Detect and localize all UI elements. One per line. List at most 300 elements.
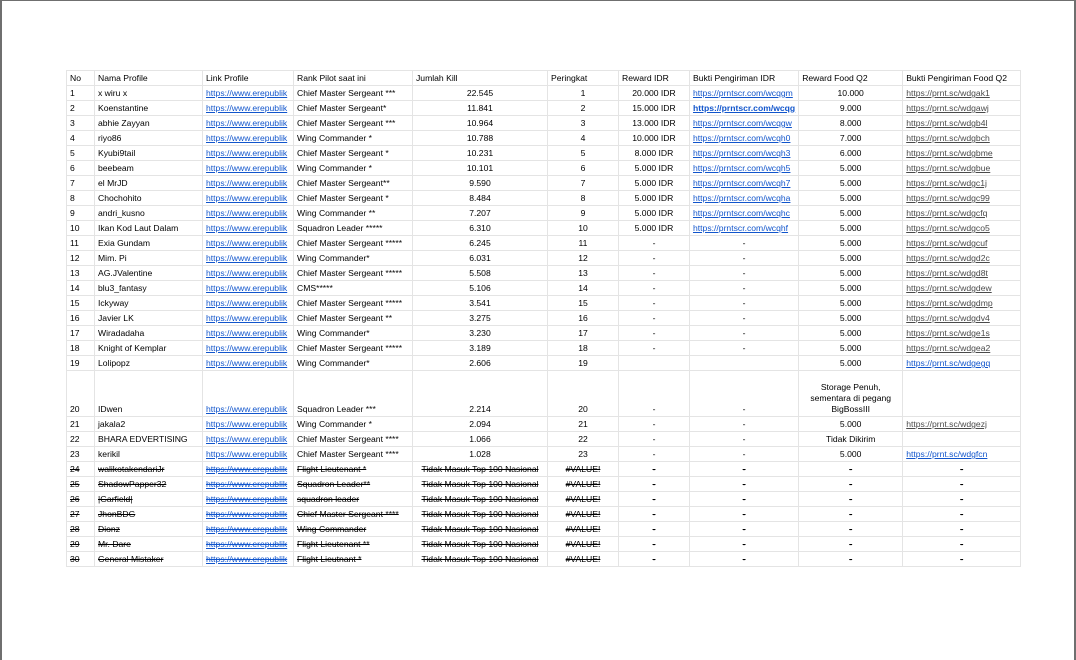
- cell-name: Mim. Pi: [95, 251, 203, 266]
- cell-peringkat: 14: [548, 281, 619, 296]
- cell-reward-food: 9.000: [799, 101, 903, 116]
- table-row: [67, 206, 1021, 221]
- idr-proof-link[interactable]: https://prntscr.com/wcqhf: [690, 221, 799, 236]
- cell-reward-food: 5.000: [799, 206, 903, 221]
- food-proof-link[interactable]: https://prnt.sc/wdgcuf: [903, 236, 1021, 251]
- cell-bukti-idr: -: [690, 492, 799, 507]
- cell-peringkat: 1: [548, 86, 619, 101]
- cell-reward-food: -: [799, 522, 903, 537]
- table-row: [67, 236, 1021, 251]
- cell-no: 11: [67, 236, 95, 251]
- cell-name: IDwen: [95, 371, 203, 417]
- profile-link[interactable]: https://www.erepublik: [203, 176, 294, 191]
- cell-no: 6: [67, 161, 95, 176]
- reward-table: [66, 70, 1021, 567]
- cell-kill: 2.214: [413, 371, 548, 417]
- table-row: [67, 131, 1021, 146]
- food-proof-link[interactable]: https://prnt.sc/wdgak1: [903, 86, 1021, 101]
- cell-rank: Wing Commander*: [294, 356, 413, 371]
- cell-no: 3: [67, 116, 95, 131]
- cell-rank: Chief Master Sergeant*: [294, 101, 413, 116]
- cell-name: Wiradadaha: [95, 326, 203, 341]
- cell-name: Knight of Kemplar: [95, 341, 203, 356]
- cell-reward-idr: 5.000 IDR: [619, 176, 690, 191]
- header-link-profile: Link Profile: [203, 71, 294, 86]
- cell-no: 4: [67, 131, 95, 146]
- cell-no: 13: [67, 266, 95, 281]
- cell-no: 18: [67, 341, 95, 356]
- profile-link[interactable]: https://www.erepublik: [203, 281, 294, 296]
- cell-name: ShadowPapper32: [95, 477, 203, 492]
- cell-peringkat: #VALUE!: [548, 552, 619, 567]
- profile-link[interactable]: https://www.erepublik: [203, 522, 294, 537]
- cell-bukti-idr: -: [690, 236, 799, 251]
- cell-bukti-idr: -: [690, 552, 799, 567]
- cell-rank: Wing Commander *: [294, 417, 413, 432]
- table-row: [67, 492, 1021, 507]
- cell-peringkat: 6: [548, 161, 619, 176]
- cell-bukti-food: -: [903, 507, 1021, 522]
- cell-peringkat: 10: [548, 221, 619, 236]
- cell-no: 25: [67, 477, 95, 492]
- cell-kill: 5.508: [413, 266, 548, 281]
- food-proof-link[interactable]: https://prnt.sc/wdgco5: [903, 221, 1021, 236]
- header-reward-idr: Reward IDR: [619, 71, 690, 86]
- profile-link[interactable]: https://www.erepublik: [203, 417, 294, 432]
- cell-peringkat: #VALUE!: [548, 477, 619, 492]
- cell-kill: 3.541: [413, 296, 548, 311]
- food-proof-link[interactable]: https://prnt.sc/wdgb4l: [903, 116, 1021, 131]
- cell-reward-idr: -: [619, 251, 690, 266]
- cell-kill: 6.031: [413, 251, 548, 266]
- cell-kill: 3.189: [413, 341, 548, 356]
- cell-reward-food: 5.000: [799, 326, 903, 341]
- cell-rank: Wing Commander *: [294, 161, 413, 176]
- cell-name: Mr. Dare: [95, 537, 203, 552]
- cell-bukti-idr: -: [690, 311, 799, 326]
- cell-peringkat: 22: [548, 432, 619, 447]
- cell-reward-food: -: [799, 507, 903, 522]
- food-proof-link[interactable]: https://prnt.sc/wdgea2: [903, 341, 1021, 356]
- header-reward-food: Reward Food Q2: [799, 71, 903, 86]
- cell-kill: 22.545: [413, 86, 548, 101]
- cell-reward-idr: 5.000 IDR: [619, 206, 690, 221]
- cell-kill: 9.590: [413, 176, 548, 191]
- food-proof-link[interactable]: https://prnt.sc/wdgbue: [903, 161, 1021, 176]
- cell-name: kerikil: [95, 447, 203, 462]
- header-rank: Rank Pilot saat ini: [294, 71, 413, 86]
- table-row: [67, 296, 1021, 311]
- cell-name: abhie Zayyan: [95, 116, 203, 131]
- profile-link[interactable]: https://www.erepublik: [203, 101, 294, 116]
- cell-reward-idr: -: [619, 432, 690, 447]
- table-row: [67, 191, 1021, 206]
- cell-peringkat: 11: [548, 236, 619, 251]
- cell-rank: Chief Master Sergeant **: [294, 311, 413, 326]
- cell-bukti-idr: -: [690, 266, 799, 281]
- idr-proof-link[interactable]: https://prntscr.com/wcqhc: [690, 206, 799, 221]
- cell-reward-food: 5.000: [799, 236, 903, 251]
- cell-rank: Chief Master Sergeant ****: [294, 432, 413, 447]
- profile-link[interactable]: https://www.erepublik: [203, 116, 294, 131]
- table-row: [67, 311, 1021, 326]
- cell-bukti-food: -: [903, 477, 1021, 492]
- cell-bukti-idr: [690, 356, 799, 371]
- cell-no: 21: [67, 417, 95, 432]
- cell-rank: Chief Master Sergeant *: [294, 146, 413, 161]
- profile-link[interactable]: https://www.erepublik: [203, 206, 294, 221]
- cell-rank: Chief Master Sergeant ****: [294, 507, 413, 522]
- food-proof-link[interactable]: https://prnt.sc/wdgegq: [903, 356, 1021, 371]
- cell-reward-idr: -: [619, 341, 690, 356]
- cell-no: 2: [67, 101, 95, 116]
- cell-kill: Tidak Masuk Top 100 Nasional: [413, 477, 548, 492]
- table-row: [67, 86, 1021, 101]
- cell-name: Chochohito: [95, 191, 203, 206]
- cell-reward-food: -: [799, 537, 903, 552]
- cell-name: jakala2: [95, 417, 203, 432]
- table-row: [67, 462, 1021, 477]
- table-row: [67, 176, 1021, 191]
- cell-no: 14: [67, 281, 95, 296]
- cell-peringkat: 2: [548, 101, 619, 116]
- cell-bukti-idr: -: [690, 281, 799, 296]
- cell-reward-food: 5.000: [799, 356, 903, 371]
- cell-bukti-food: [903, 371, 1021, 417]
- cell-name: andri_kusno: [95, 206, 203, 221]
- cell-rank: Chief Master Sergeant ***: [294, 86, 413, 101]
- profile-link[interactable]: https://www.erepublik: [203, 447, 294, 462]
- cell-reward-idr: -: [619, 236, 690, 251]
- table-row: [67, 221, 1021, 236]
- cell-reward-food: -: [799, 477, 903, 492]
- cell-rank: Chief Master Sergeant**: [294, 176, 413, 191]
- cell-no: 5: [67, 146, 95, 161]
- cell-peringkat: #VALUE!: [548, 522, 619, 537]
- cell-rank: Wing Commander: [294, 522, 413, 537]
- cell-name: Dionz: [95, 522, 203, 537]
- cell-bukti-idr: -: [690, 251, 799, 266]
- cell-no: 28: [67, 522, 95, 537]
- cell-reward-idr: -: [619, 371, 690, 417]
- cell-name: x wiru x: [95, 86, 203, 101]
- profile-link[interactable]: https://www.erepublik: [203, 462, 294, 477]
- cell-no: 22: [67, 432, 95, 447]
- profile-link[interactable]: https://www.erepublik: [203, 552, 294, 567]
- cell-bukti-idr: -: [690, 326, 799, 341]
- header-no: No: [67, 71, 95, 86]
- cell-reward-food: 5.000: [799, 266, 903, 281]
- cell-reward-idr: -: [619, 492, 690, 507]
- idr-proof-link[interactable]: https://prntscr.com/wcqgm: [690, 86, 799, 101]
- cell-kill: Tidak Masuk Top 100 Nasional: [413, 507, 548, 522]
- cell-bukti-idr: -: [690, 477, 799, 492]
- profile-link[interactable]: https://www.erepublik: [203, 191, 294, 206]
- cell-bukti-idr: -: [690, 522, 799, 537]
- header-peringkat: Peringkat: [548, 71, 619, 86]
- cell-reward-food: -: [799, 552, 903, 567]
- profile-link[interactable]: https://www.erepublik: [203, 296, 294, 311]
- table-row: [67, 341, 1021, 356]
- cell-kill: Tidak Masuk Top 100 Nasional: [413, 552, 548, 567]
- table-row: [67, 552, 1021, 567]
- cell-bukti-food: -: [903, 537, 1021, 552]
- cell-reward-idr: -: [619, 326, 690, 341]
- cell-name: el MrJD: [95, 176, 203, 191]
- food-proof-link[interactable]: https://prnt.sc/wdge1s: [903, 326, 1021, 341]
- profile-link[interactable]: https://www.erepublik: [203, 146, 294, 161]
- table-row: [67, 477, 1021, 492]
- cell-no: 10: [67, 221, 95, 236]
- cell-kill: 6.310: [413, 221, 548, 236]
- cell-reward-idr: 10.000 IDR: [619, 131, 690, 146]
- cell-reward-idr: -: [619, 281, 690, 296]
- profile-link[interactable]: https://www.erepublik: [203, 86, 294, 101]
- cell-kill: 6.245: [413, 236, 548, 251]
- cell-rank: Flight Lieutenant *: [294, 462, 413, 477]
- food-proof-link[interactable]: https://prnt.sc/wdgawj: [903, 101, 1021, 116]
- cell-reward-food: 7.000: [799, 131, 903, 146]
- profile-link[interactable]: https://www.erepublik: [203, 507, 294, 522]
- food-proof-link[interactable]: https://prnt.sc/wdgc1j: [903, 176, 1021, 191]
- cell-peringkat: 16: [548, 311, 619, 326]
- profile-link[interactable]: https://www.erepublik: [203, 477, 294, 492]
- cell-bukti-idr: -: [690, 371, 799, 417]
- cell-reward-idr: -: [619, 537, 690, 552]
- cell-name: riyo86: [95, 131, 203, 146]
- cell-reward-food: 5.000: [799, 296, 903, 311]
- cell-peringkat: 20: [548, 371, 619, 417]
- food-proof-link[interactable]: https://prnt.sc/wdgd8t: [903, 266, 1021, 281]
- cell-bukti-idr: -: [690, 341, 799, 356]
- cell-reward-idr: 13.000 IDR: [619, 116, 690, 131]
- profile-link[interactable]: https://www.erepublik: [203, 131, 294, 146]
- header-bukti-idr: Bukti Pengiriman IDR: [690, 71, 799, 86]
- cell-reward-food: 6.000: [799, 146, 903, 161]
- cell-bukti-food: -: [903, 522, 1021, 537]
- cell-kill: 3.230: [413, 326, 548, 341]
- table-row: [67, 537, 1021, 552]
- idr-proof-link[interactable]: https://prntscr.com/wcqh5: [690, 161, 799, 176]
- cell-bukti-idr: -: [690, 417, 799, 432]
- food-proof-link[interactable]: https://prnt.sc/wdgbch: [903, 131, 1021, 146]
- cell-no: 30: [67, 552, 95, 567]
- cell-no: 17: [67, 326, 95, 341]
- cell-reward-food: Storage Penuh, sementara di pegang BigBossIII: [799, 371, 903, 417]
- cell-reward-idr: -: [619, 507, 690, 522]
- food-proof-link[interactable]: https://prnt.sc/wdgdmp: [903, 296, 1021, 311]
- cell-reward-food: 5.000: [799, 311, 903, 326]
- food-proof-link[interactable]: https://prnt.sc/wdgezj: [903, 417, 1021, 432]
- profile-link[interactable]: https://www.erepublik: [203, 251, 294, 266]
- cell-peringkat: 12: [548, 251, 619, 266]
- cell-no: 9: [67, 206, 95, 221]
- profile-link[interactable]: https://www.erepublik: [203, 371, 294, 417]
- profile-link[interactable]: https://www.erepublik: [203, 432, 294, 447]
- cell-name: Ikan Kod Laut Dalam: [95, 221, 203, 236]
- cell-reward-food: 5.000: [799, 176, 903, 191]
- cell-rank: CMS*****: [294, 281, 413, 296]
- table-row: [67, 146, 1021, 161]
- cell-rank: Squadron Leader *****: [294, 221, 413, 236]
- cell-name: AG.JValentine: [95, 266, 203, 281]
- cell-kill: 10.788: [413, 131, 548, 146]
- cell-no: 15: [67, 296, 95, 311]
- cell-rank: Chief Master Sergeant ****: [294, 447, 413, 462]
- cell-rank: Flight Lieutenant **: [294, 537, 413, 552]
- idr-proof-link[interactable]: https://prntscr.com/wcqh7: [690, 176, 799, 191]
- table-row: [67, 101, 1021, 116]
- profile-link[interactable]: https://www.erepublik: [203, 266, 294, 281]
- idr-proof-link[interactable]: https://prntscr.com/wcqha: [690, 191, 799, 206]
- cell-kill: 10.964: [413, 116, 548, 131]
- profile-link[interactable]: https://www.erepublik: [203, 221, 294, 236]
- cell-peringkat: #VALUE!: [548, 492, 619, 507]
- cell-kill: 1.028: [413, 447, 548, 462]
- food-proof-link[interactable]: https://prnt.sc/wdgd2c: [903, 251, 1021, 266]
- cell-reward-food: 5.000: [799, 221, 903, 236]
- cell-rank: Chief Master Sergeant *****: [294, 296, 413, 311]
- profile-link[interactable]: https://www.erepublik: [203, 161, 294, 176]
- cell-name: General Mistaker: [95, 552, 203, 567]
- profile-link[interactable]: https://www.erepublik: [203, 492, 294, 507]
- cell-rank: Wing Commander *: [294, 131, 413, 146]
- cell-name: beebeam: [95, 161, 203, 176]
- cell-bukti-idr: -: [690, 537, 799, 552]
- profile-link[interactable]: https://www.erepublik: [203, 356, 294, 371]
- cell-reward-food: -: [799, 462, 903, 477]
- cell-no: 12: [67, 251, 95, 266]
- header-bukti-food: Bukti Pengiriman Food Q2: [903, 71, 1021, 86]
- cell-rank: squadron leader: [294, 492, 413, 507]
- cell-rank: Wing Commander*: [294, 326, 413, 341]
- cell-name: walikotakendariJr: [95, 462, 203, 477]
- cell-reward-idr: -: [619, 552, 690, 567]
- cell-reward-idr: 5.000 IDR: [619, 191, 690, 206]
- cell-rank: Flight Lieutnant *: [294, 552, 413, 567]
- cell-kill: 2.606: [413, 356, 548, 371]
- cell-kill: 1.066: [413, 432, 548, 447]
- cell-name: |Garfield|: [95, 492, 203, 507]
- cell-kill: 5.106: [413, 281, 548, 296]
- cell-name: blu3_fantasy: [95, 281, 203, 296]
- idr-proof-link[interactable]: https://prntscr.com/wcqh3: [690, 146, 799, 161]
- cell-kill: 8.484: [413, 191, 548, 206]
- cell-peringkat: 3: [548, 116, 619, 131]
- profile-link[interactable]: https://www.erepublik: [203, 537, 294, 552]
- cell-kill: 2.094: [413, 417, 548, 432]
- table-row: [67, 447, 1021, 462]
- cell-reward-idr: 8.000 IDR: [619, 146, 690, 161]
- profile-link[interactable]: https://www.erepublik: [203, 236, 294, 251]
- cell-kill: 11.841: [413, 101, 548, 116]
- cell-reward-food: Tidak Dikirim: [799, 432, 903, 447]
- cell-name: Koenstantine: [95, 101, 203, 116]
- table-row: [67, 522, 1021, 537]
- profile-link[interactable]: https://www.erepublik: [203, 341, 294, 356]
- table-row: [67, 266, 1021, 281]
- cell-bukti-food: [903, 432, 1021, 447]
- cell-reward-idr: -: [619, 447, 690, 462]
- table-row: [67, 432, 1021, 447]
- food-proof-link[interactable]: https://prnt.sc/wdgdew: [903, 281, 1021, 296]
- food-proof-link[interactable]: https://prnt.sc/wdgfcn: [903, 447, 1021, 462]
- cell-peringkat: 19: [548, 356, 619, 371]
- cell-peringkat: 23: [548, 447, 619, 462]
- cell-peringkat: 17: [548, 326, 619, 341]
- cell-reward-idr: -: [619, 462, 690, 477]
- cell-rank: Wing Commander **: [294, 206, 413, 221]
- cell-rank: Squadron Leader ***: [294, 371, 413, 417]
- food-proof-link[interactable]: https://prnt.sc/wdgdv4: [903, 311, 1021, 326]
- cell-reward-food: 8.000: [799, 116, 903, 131]
- cell-rank: Chief Master Sergeant ***: [294, 116, 413, 131]
- cell-peringkat: 5: [548, 146, 619, 161]
- cell-rank: Wing Commander*: [294, 251, 413, 266]
- table-row: [67, 417, 1021, 432]
- table-row: [67, 251, 1021, 266]
- table-row: [67, 116, 1021, 131]
- idr-proof-link[interactable]: https://prntscr.com/wcqgw: [690, 116, 799, 131]
- cell-kill: 10.101: [413, 161, 548, 176]
- table-row: [67, 356, 1021, 371]
- cell-bukti-idr: -: [690, 432, 799, 447]
- cell-reward-food: -: [799, 492, 903, 507]
- food-proof-link[interactable]: https://prnt.sc/wdgbme: [903, 146, 1021, 161]
- food-proof-link[interactable]: https://prnt.sc/wdgc99: [903, 191, 1021, 206]
- cell-peringkat: 9: [548, 206, 619, 221]
- header-jumlah-kill: Jumlah Kill: [413, 71, 548, 86]
- cell-no: 16: [67, 311, 95, 326]
- cell-kill: 3.275: [413, 311, 548, 326]
- cell-no: 8: [67, 191, 95, 206]
- cell-peringkat: #VALUE!: [548, 462, 619, 477]
- table-row: [67, 281, 1021, 296]
- cell-reward-food: 5.000: [799, 447, 903, 462]
- cell-reward-idr: 15.000 IDR: [619, 101, 690, 116]
- cell-kill: Tidak Masuk Top 100 Nasional: [413, 462, 548, 477]
- cell-bukti-food: -: [903, 492, 1021, 507]
- profile-link[interactable]: https://www.erepublik: [203, 311, 294, 326]
- cell-reward-idr: -: [619, 296, 690, 311]
- cell-reward-idr: -: [619, 522, 690, 537]
- cell-reward-food: 10.000: [799, 86, 903, 101]
- cell-no: 19: [67, 356, 95, 371]
- cell-peringkat: #VALUE!: [548, 507, 619, 522]
- cell-peringkat: 18: [548, 341, 619, 356]
- cell-reward-idr: [619, 356, 690, 371]
- cell-bukti-food: -: [903, 462, 1021, 477]
- cell-kill: 10.231: [413, 146, 548, 161]
- table-row: [67, 371, 1021, 417]
- document-page: [2, 1, 1074, 660]
- idr-proof-link[interactable]: https://prntscr.com/wcqg: [690, 101, 799, 116]
- cell-no: 27: [67, 507, 95, 522]
- cell-reward-idr: 20.000 IDR: [619, 86, 690, 101]
- cell-rank: Chief Master Sergeant *****: [294, 266, 413, 281]
- cell-rank: Chief Master Sergeant *: [294, 191, 413, 206]
- food-proof-link[interactable]: https://prnt.sc/wdgcfq: [903, 206, 1021, 221]
- cell-name: Lolipopz: [95, 356, 203, 371]
- cell-bukti-idr: -: [690, 296, 799, 311]
- cell-name: Javier LK: [95, 311, 203, 326]
- idr-proof-link[interactable]: https://prntscr.com/wcqh0: [690, 131, 799, 146]
- cell-peringkat: 7: [548, 176, 619, 191]
- cell-no: 7: [67, 176, 95, 191]
- cell-peringkat: 8: [548, 191, 619, 206]
- profile-link[interactable]: https://www.erepublik: [203, 326, 294, 341]
- cell-no: 29: [67, 537, 95, 552]
